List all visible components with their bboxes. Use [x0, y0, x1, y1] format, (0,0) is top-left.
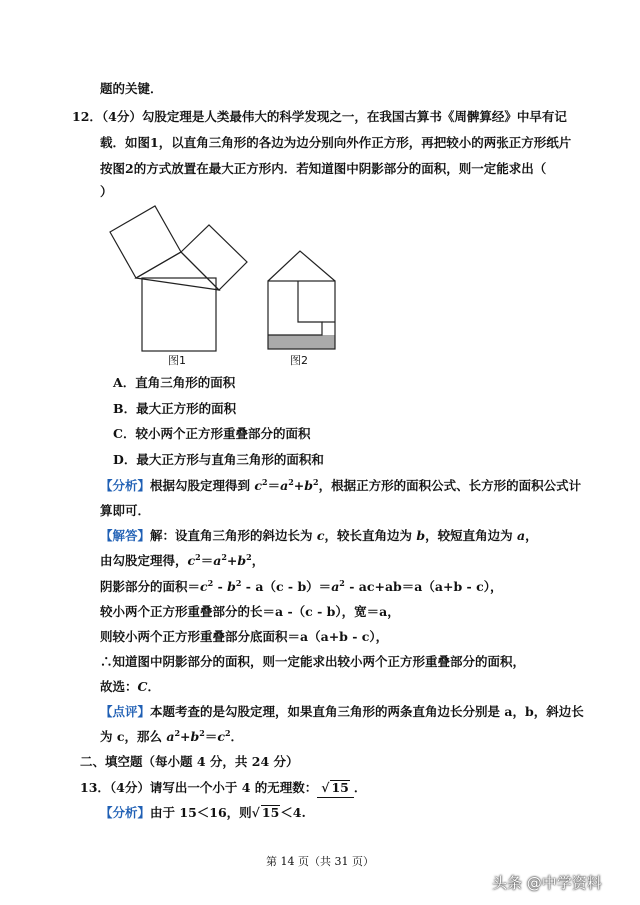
- question-12-line-1: [72, 108, 567, 126]
- exponent: 2: [221, 551, 227, 562]
- analysis-12-line-2: 算即可．: [100, 503, 151, 518]
- answer-12-line-7: [100, 678, 160, 696]
- answer-text: 解：设直角三角形的斜边长为: [150, 528, 317, 543]
- figure-2-label: 图2: [290, 354, 308, 367]
- question-score: （4分）: [109, 780, 150, 795]
- equals: ＝: [204, 729, 218, 744]
- var-c: c: [187, 553, 196, 568]
- small-square-left: [268, 281, 322, 335]
- sqrt-icon: √: [251, 805, 260, 820]
- var-a: a: [331, 579, 340, 594]
- option-letter: C．: [113, 426, 136, 441]
- comment-text: 为 c，那么: [100, 729, 167, 744]
- answer-text: ，较短直角边为: [425, 528, 517, 543]
- watermark: 头条 @中学资料: [492, 874, 602, 892]
- analysis-text: ，根据正方形的面积公式、长方形的面积公式计: [318, 478, 582, 493]
- var-c: c: [200, 579, 208, 594]
- roof-triangle: [268, 251, 335, 281]
- question-number: 12．: [72, 109, 102, 124]
- equals: ＝: [267, 478, 281, 493]
- option-c: [113, 425, 310, 443]
- figure-1-label: 图1: [168, 354, 186, 367]
- page-footer: 第 14 页（共 31 页）: [266, 855, 374, 868]
- answer-text: ，: [525, 528, 538, 543]
- option-text: 最大正方形与直角三角形的面积和: [136, 452, 324, 467]
- var-c: c: [254, 478, 262, 493]
- answer-text: ．: [147, 679, 160, 694]
- plus: +: [226, 553, 238, 568]
- comment-12-line-1: [100, 703, 584, 721]
- analysis-text: ＜4.: [280, 805, 306, 820]
- section-heading: 二、填空题（每小题 4 分，共 24 分）: [80, 754, 299, 769]
- exponent: 2: [246, 551, 252, 562]
- question-12-line-4: ）: [100, 184, 113, 199]
- var-b: b: [304, 478, 314, 493]
- option-a: [113, 374, 235, 392]
- question-score: （4分）: [101, 109, 142, 124]
- right-triangle: [136, 252, 219, 290]
- analysis-tag: 【分析】: [100, 478, 151, 493]
- answer-choice: C: [137, 679, 148, 694]
- answer-12-line-2: [100, 552, 264, 570]
- answer-text: 阴影部分的面积＝: [100, 579, 201, 594]
- exponent: 2: [199, 727, 205, 738]
- comment-text: 本题考查的是勾股定理，如果直角三角形的两条直角边长分别是 a，b，斜边长: [150, 704, 584, 719]
- var-a: a: [516, 528, 526, 543]
- var-a: a: [166, 729, 175, 744]
- exponent: 2: [195, 551, 201, 562]
- option-text: 较小两个正方形重叠部分的面积: [135, 426, 311, 441]
- exponent: 2: [235, 577, 242, 588]
- var-c: c: [316, 528, 325, 543]
- option-letter: A．: [113, 375, 136, 390]
- option-text: 最大正方形的面积: [136, 401, 237, 416]
- answer-text: 由勾股定理得，: [100, 553, 188, 568]
- option-letter: D．: [113, 452, 137, 467]
- var-b: b: [416, 528, 426, 543]
- right-square: [181, 225, 247, 290]
- option-letter: B．: [113, 401, 137, 416]
- answer-tag: 【解答】: [100, 528, 151, 543]
- option-b: [113, 400, 236, 418]
- answer-text: ，: [251, 553, 265, 568]
- geometry-figures: [100, 196, 360, 368]
- var-b: b: [227, 579, 236, 594]
- exponent: 2: [313, 476, 319, 487]
- analysis-12-line-1: [100, 477, 581, 495]
- answer-12-line-6: ∴知道图中阴影部分的面积，则一定能求出较小两个正方形重叠部分的面积，: [100, 654, 526, 669]
- sqrt-icon: √: [321, 780, 330, 795]
- var-a: a: [280, 478, 289, 493]
- continuation-text: 题的关键．: [100, 81, 163, 96]
- exponent: 2: [207, 577, 214, 588]
- figure-1: [110, 206, 247, 351]
- option-text: 直角三角形的面积: [135, 375, 236, 390]
- figure-2: [268, 251, 335, 349]
- question-13: [80, 779, 366, 798]
- equals: ＝: [200, 553, 214, 568]
- radicand: 15: [261, 805, 280, 820]
- exponent: 2: [339, 577, 345, 588]
- comment-tag: 【点评】: [100, 704, 151, 719]
- answer-12-line-1: [100, 527, 538, 545]
- answer-text: -: [213, 579, 228, 594]
- answer-blank: [317, 779, 354, 798]
- comment-text: ．: [230, 729, 244, 744]
- answer-text: - a（c - b）＝: [241, 579, 332, 594]
- var-b: b: [237, 553, 247, 568]
- largest-square: [142, 278, 216, 351]
- answer-12-line-4: 较小两个正方形重叠部分的长＝a -（c - b），宽＝a，: [100, 604, 400, 619]
- question-12-line-2: 载．如图1，以直角三角形的各边为边分别向外作正方形，再把较小的两张正方形纸片: [100, 135, 572, 150]
- question-text: ．: [353, 780, 367, 795]
- exponent: 2: [174, 727, 181, 738]
- option-d: [113, 451, 324, 469]
- comment-12-line-2: [100, 728, 243, 746]
- exponent: 2: [224, 727, 231, 738]
- analysis-text: 根据勾股定理得到: [150, 478, 255, 493]
- var-b: b: [190, 729, 200, 744]
- analysis-tag: 【分析】: [100, 805, 151, 820]
- exponent: 2: [288, 476, 294, 487]
- answer-text: 故选：: [100, 679, 138, 694]
- plus: +: [180, 729, 191, 744]
- shaded-region: [268, 335, 335, 349]
- answer-12-line-5: 则较小两个正方形重叠部分底面积＝a（a+b - c），: [100, 629, 389, 644]
- radicand: 15: [331, 780, 349, 795]
- answer-text: - ac+ab＝a（a+b - c），: [344, 579, 503, 594]
- analysis-text: 由于 15＜16，则: [150, 805, 252, 820]
- question-text: 勾股定理是人类最伟大的科学发现之一，在我国古算书《周髀算经》中早有记: [141, 109, 567, 124]
- var-c: c: [217, 729, 225, 744]
- question-number: 13．: [80, 780, 110, 795]
- answer-12-line-3: [100, 578, 502, 596]
- analysis-13: [100, 804, 306, 822]
- left-square: [110, 206, 181, 278]
- exponent: 2: [262, 476, 268, 487]
- question-12-line-3: 按图2的方式放置在最大正方形内．若知道图中阴影部分的面积，则一定能求出（: [100, 161, 547, 176]
- question-text: 请写出一个小于 4 的无理数：: [149, 780, 318, 795]
- plus: +: [293, 478, 305, 493]
- answer-text: ，较长直角边为: [324, 528, 417, 543]
- var-a: a: [213, 553, 222, 568]
